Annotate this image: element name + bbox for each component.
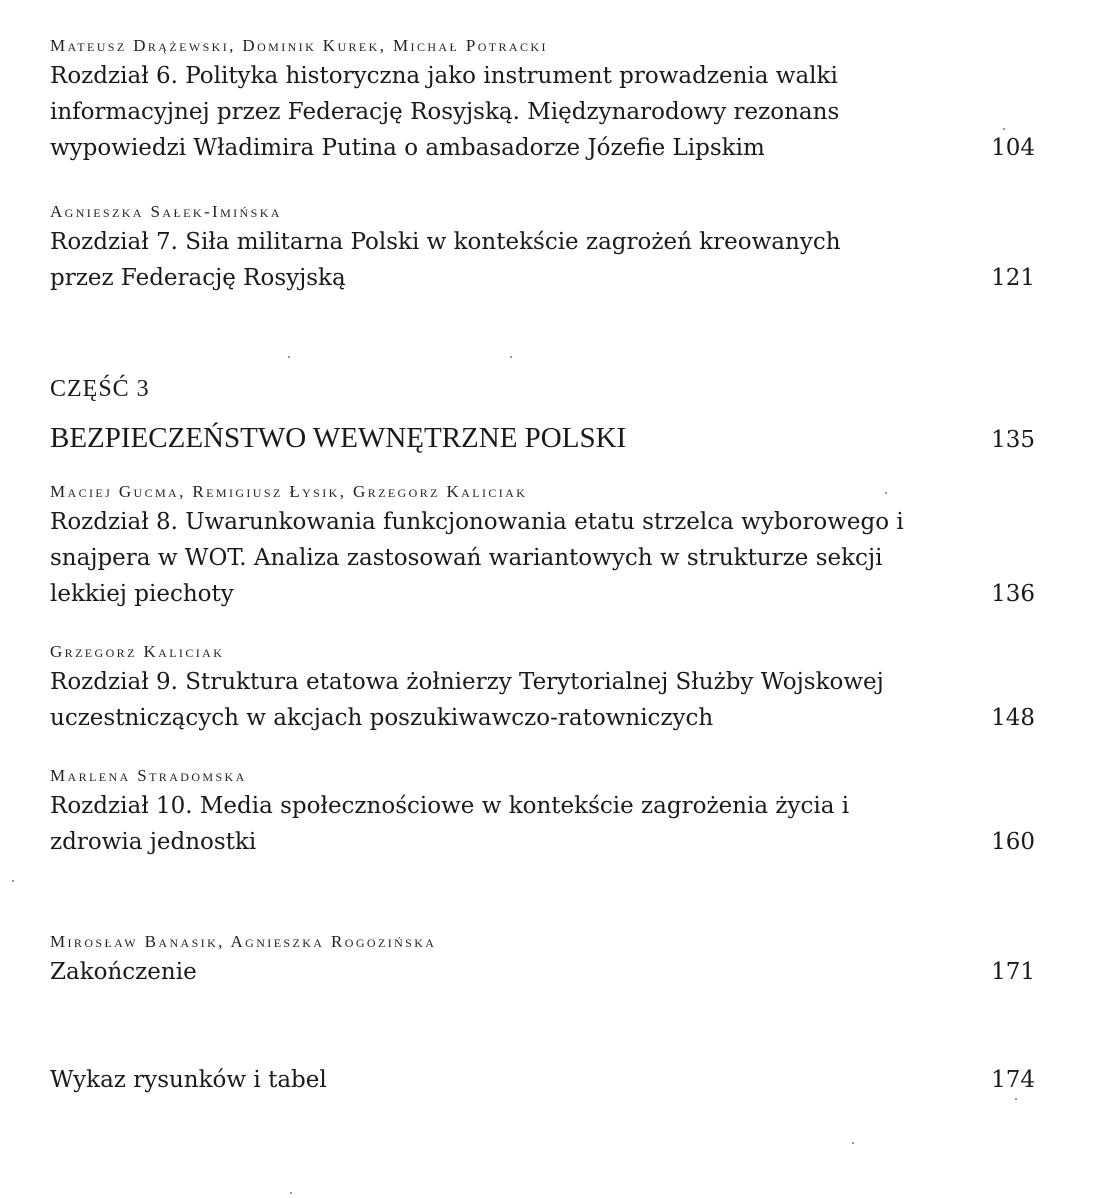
scan-speck — [290, 1192, 292, 1194]
page-number: 121 — [991, 265, 1035, 291]
scan-speck — [1015, 1098, 1017, 1100]
toc-entry-figures[interactable] — [50, 1062, 1035, 1098]
toc-entry-chapter-8[interactable] — [50, 480, 1035, 612]
table-of-contents — [50, 34, 1035, 1098]
toc-entry-conclusion[interactable] — [50, 930, 1035, 990]
page-number: 160 — [991, 829, 1035, 855]
page-number: 135 — [991, 427, 1035, 453]
chapter-authors: Mateusz Drążewski, Dominik Kurek, Michał Potracki — [50, 36, 548, 55]
chapter-authors: Grzegorz Kaliciak — [50, 642, 225, 661]
chapter-title: Rozdział 7. Siła militarna Polski w kontekście zagrożeń kreowanych przez Federację Rosyjską — [50, 229, 841, 291]
page-number: 174 — [991, 1067, 1035, 1093]
chapter-authors: Maciej Gucma, Remigiusz Łysik, Grzegorz Kaliciak — [50, 482, 528, 501]
toc-entry-chapter-9[interactable] — [50, 640, 1035, 736]
part-title: BEZPIECZEŃSTWO WEWNĘTRZNE POLSKI — [50, 422, 627, 454]
page-number: 136 — [991, 581, 1035, 607]
chapter-title: Rozdział 6. Polityka historyczna jako instrument prowadzenia walki informacyjnej przez Federację Rosyjską. Międzynarodowy rezonans wypowiedzi Władimira Putina o ambasadorze Józefie Lipskim — [50, 63, 840, 161]
toc-entry-chapter-10[interactable] — [50, 764, 1035, 860]
chapter-authors: Marlena Stradomska — [50, 766, 247, 785]
chapter-title: Rozdział 8. Uwarunkowania funkcjonowania etatu strzelca wyborowego i snajpera w WOT. Analiza zastosowań wariantowych w strukturze sekcji lekkiej piechoty — [50, 509, 904, 607]
scan-speck — [852, 1142, 854, 1144]
toc-entry-chapter-6[interactable] — [50, 34, 1035, 166]
part-label: CZĘŚĆ 3 — [50, 376, 150, 402]
scan-speck — [12, 880, 14, 882]
chapter-authors: Mirosław Banasik, Agnieszka Rogozińska — [50, 932, 437, 951]
toc-part-3[interactable] — [50, 374, 1035, 458]
chapter-title: Rozdział 9. Struktura etatowa żołnierzy Terytorialnej Służby Wojskowej uczestniczących w akcjach poszukiwawczo-ratowniczych — [50, 669, 884, 731]
page-number: 104 — [991, 135, 1035, 161]
toc-entry-chapter-7[interactable] — [50, 200, 1035, 296]
chapter-title: Wykaz rysunków i tabel — [50, 1067, 327, 1093]
chapter-title: Rozdział 10. Media społecznościowe w kontekście zagrożenia życia i zdrowia jednostki — [50, 793, 850, 855]
page-number: 171 — [991, 959, 1035, 985]
chapter-authors: Agnieszka Sałek-Imińska — [50, 202, 282, 221]
page-number: 148 — [991, 705, 1035, 731]
chapter-title: Zakończenie — [50, 959, 197, 985]
